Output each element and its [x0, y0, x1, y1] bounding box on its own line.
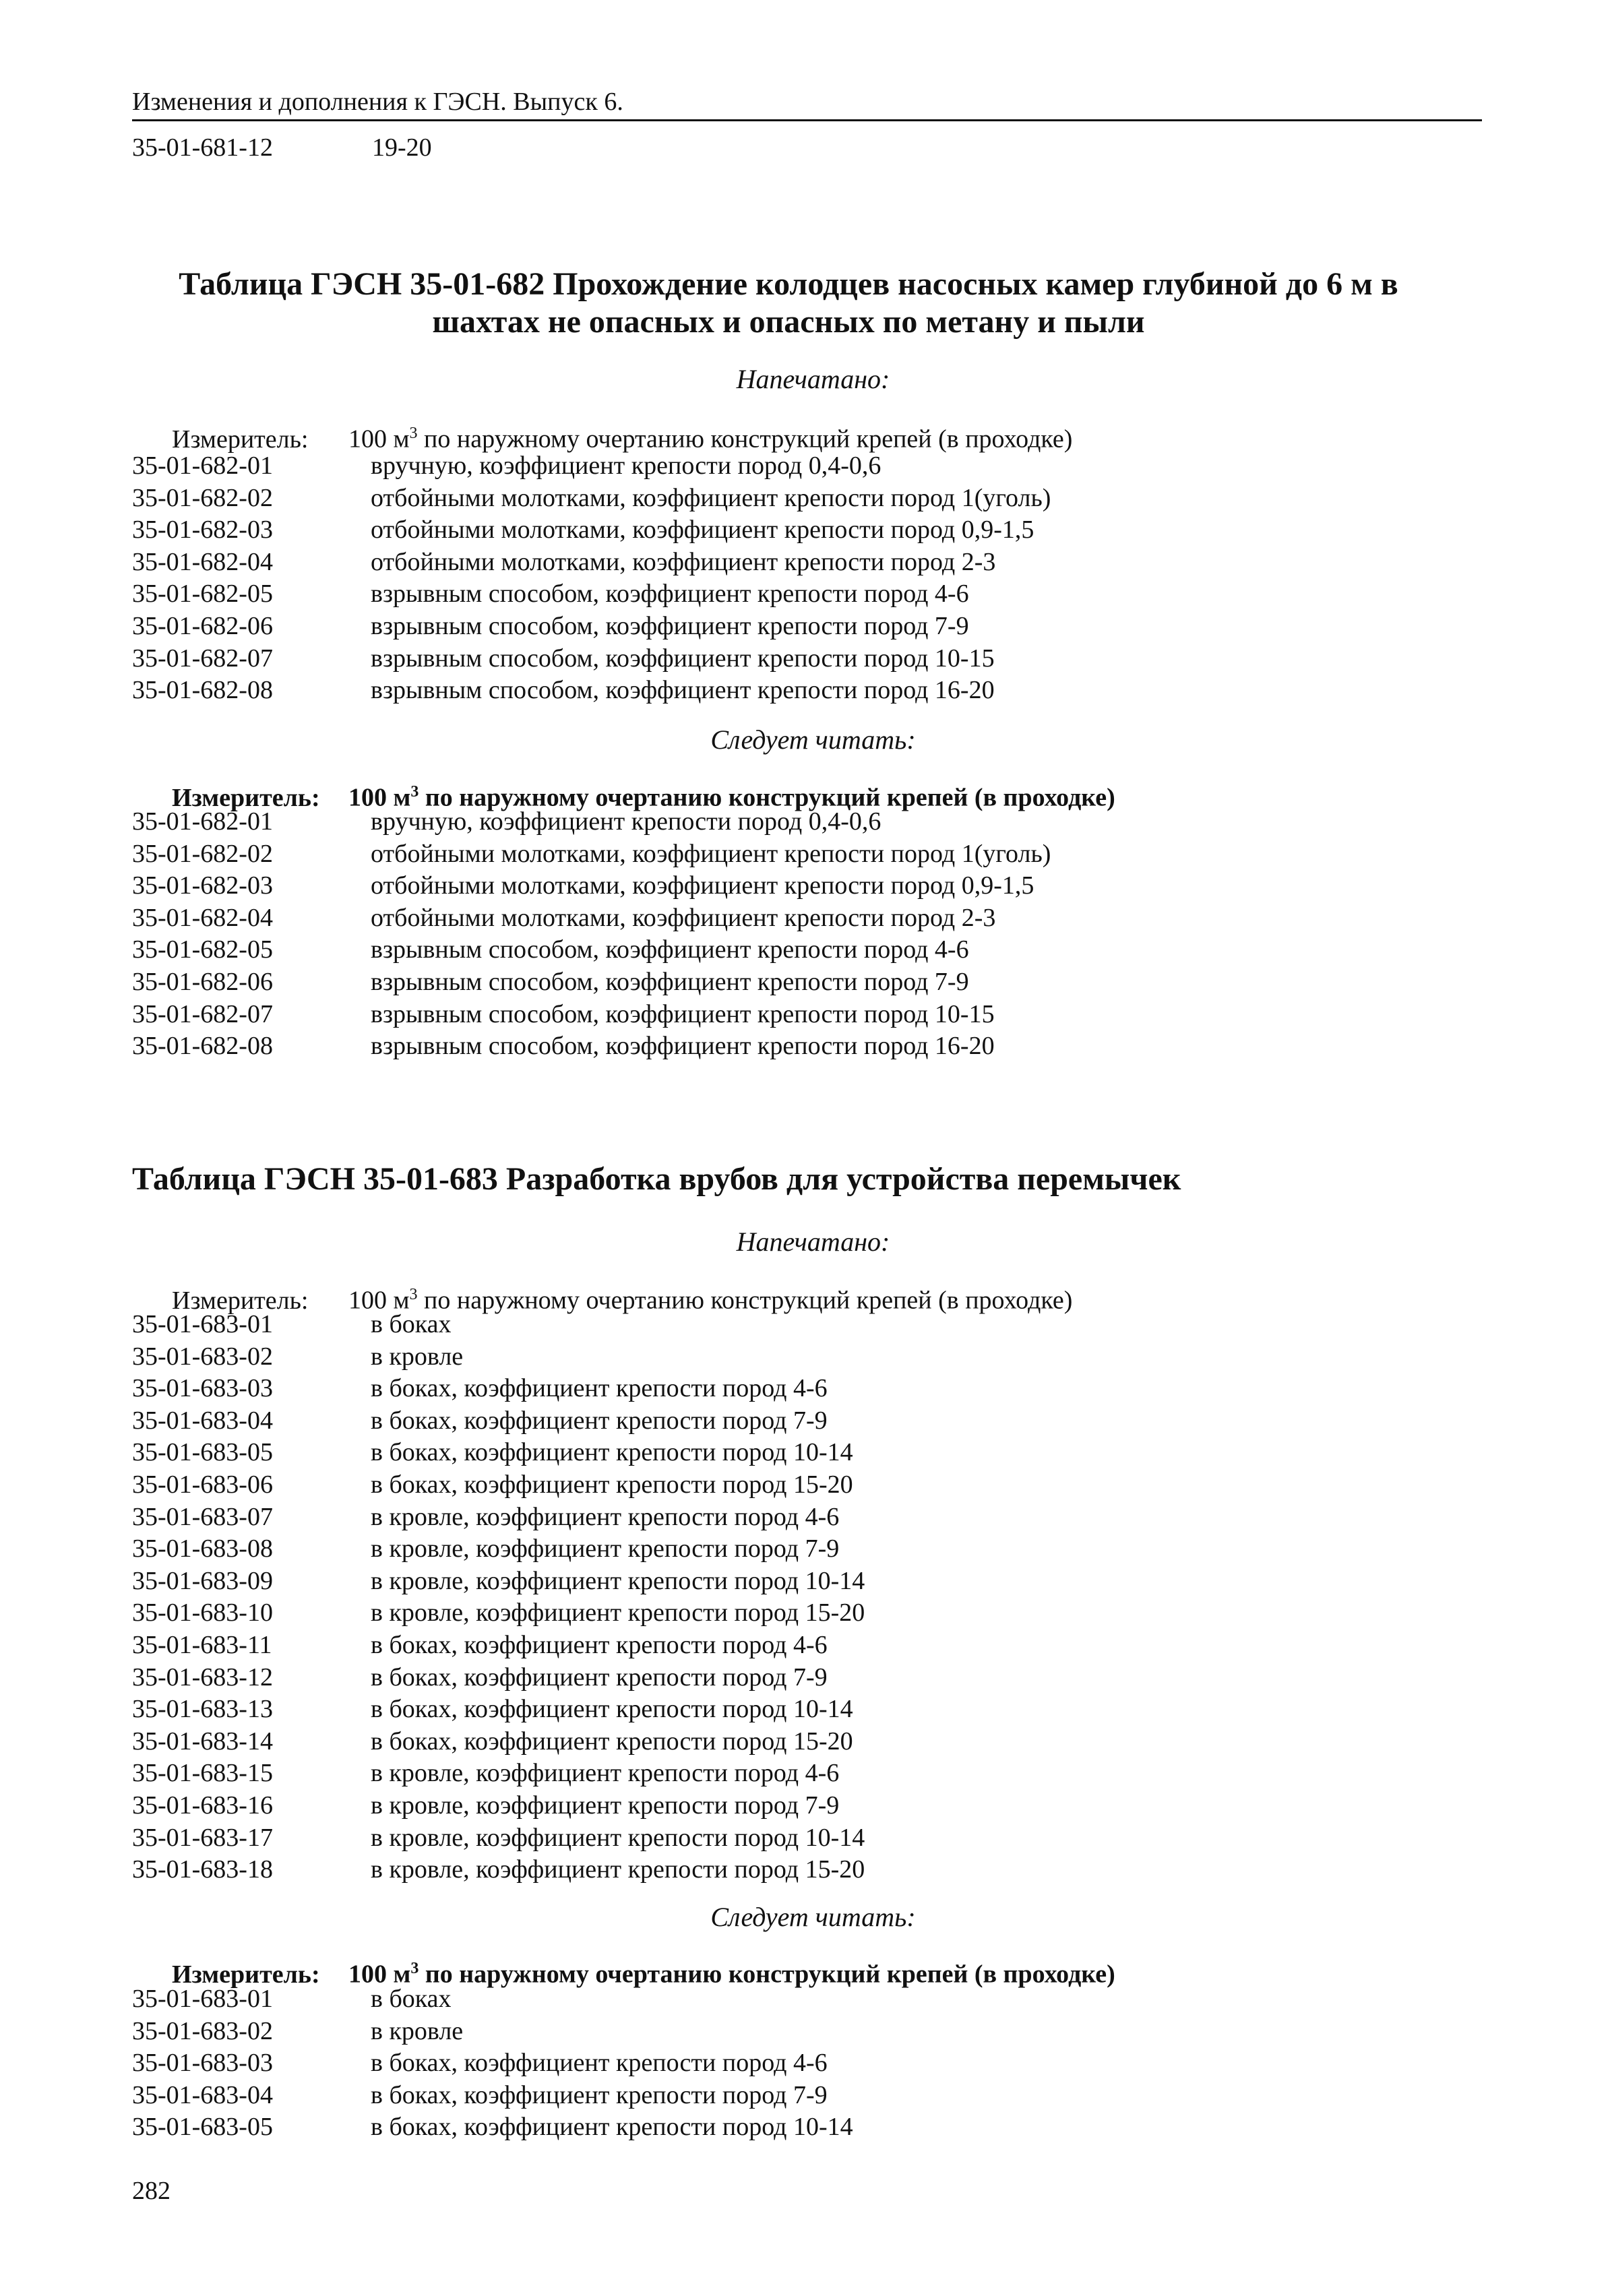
measure-unit-exponent: 3 — [409, 1286, 418, 1303]
row-description: вручную, коэффициент крепости пород 0,4-0,6 — [371, 807, 881, 836]
row-code: 35-01-683-11 — [132, 1630, 272, 1659]
table-row — [132, 1309, 865, 1341]
row-description: в боках, коэффициент крепости пород 7-9 — [371, 1406, 828, 1435]
row-description: в кровле, коэффициент крепости пород 15-20 — [371, 1855, 865, 1884]
table-682-printed-rows — [132, 450, 1051, 707]
table-row — [132, 483, 1051, 515]
table-682-corrected-rows — [132, 806, 1051, 1063]
row-description: в кровле, коэффициент крепости пород 7-9 — [371, 1791, 840, 1820]
table-row — [132, 514, 1051, 547]
measure-label: Измеритель: — [172, 783, 320, 812]
running-header-pages: 19-20 — [372, 133, 432, 162]
row-description: в боках, коэффициент крепости пород 10-14 — [371, 1438, 853, 1467]
table-row — [132, 1373, 865, 1405]
table-row — [132, 675, 1051, 707]
row-code: 35-01-683-02 — [132, 2016, 273, 2045]
row-code: 35-01-683-07 — [132, 1502, 273, 1531]
row-code: 35-01-683-17 — [132, 1823, 273, 1852]
row-description: отбойными молотками, коэффициент крепости пород 1(уголь) — [371, 483, 1051, 512]
row-code: 35-01-683-12 — [132, 1663, 273, 1692]
table-row — [132, 806, 1051, 838]
header-divider — [132, 119, 1482, 121]
table-row — [132, 2080, 853, 2112]
row-code: 35-01-682-05 — [132, 935, 273, 964]
table-row — [132, 2111, 853, 2144]
row-code: 35-01-682-03 — [132, 871, 273, 900]
row-description: отбойными молотками, коэффициент крепости пород 2-3 — [371, 547, 996, 576]
table-682-printed-measure — [172, 418, 1072, 455]
table-682-title-line1: Таблица ГЭСН 35-01-682 Прохождение колодцев насосных камер глубиной до 6 м в — [179, 266, 1398, 302]
row-code: 35-01-683-09 — [132, 1566, 273, 1595]
measure-unit-exponent: 3 — [410, 783, 419, 801]
row-description: в боках, коэффициент крепости пород 15-20 — [371, 1727, 853, 1756]
table-row — [132, 1822, 865, 1855]
row-code: 35-01-683-03 — [132, 2049, 273, 2078]
row-description: в кровле, коэффициент крепости пород 4-6 — [371, 1502, 840, 1531]
row-description: отбойными молотками, коэффициент крепости пород 2-3 — [371, 903, 996, 932]
row-code: 35-01-682-01 — [132, 807, 273, 836]
row-description: в кровле, коэффициент крепости пород 7-9 — [371, 1534, 840, 1563]
table-row — [132, 1533, 865, 1565]
table-row — [132, 1030, 1051, 1063]
row-description: в боках, коэффициент крепости пород 10-14 — [371, 2113, 853, 2142]
row-code: 35-01-682-04 — [132, 903, 273, 932]
row-code: 35-01-682-04 — [132, 547, 273, 576]
table-row — [132, 1854, 865, 1886]
table-row — [132, 999, 1051, 1031]
row-code: 35-01-682-03 — [132, 516, 273, 545]
table-row — [132, 1597, 865, 1630]
table-682-printed-label: Напечатано: — [736, 364, 890, 394]
measure-description: по наружному очертанию конструкций крепей (в проходке) — [419, 783, 1115, 812]
table-683-corrected-label: Следует читать: — [710, 1902, 916, 1932]
table-row — [132, 1437, 865, 1469]
table-row — [132, 1405, 865, 1437]
measure-label: Измеритель: — [172, 1960, 320, 1989]
row-code: 35-01-683-04 — [132, 2080, 273, 2109]
row-description: в боках, коэффициент крепости пород 4-6 — [371, 1630, 828, 1659]
table-683-printed-rows — [132, 1309, 865, 1886]
row-code: 35-01-683-16 — [132, 1791, 273, 1820]
row-description: взрывным способом, коэффициент крепости пород 7-9 — [371, 611, 969, 640]
measure-unit: 100 м — [348, 783, 411, 812]
table-683-corrected-rows — [132, 1983, 853, 2144]
running-header-code: 35-01-681-12 — [132, 133, 273, 162]
table-row — [132, 1341, 865, 1373]
measure-unit-exponent: 3 — [410, 1960, 419, 1977]
row-description: в кровле — [371, 2016, 464, 2045]
table-row — [132, 1694, 865, 1726]
row-code: 35-01-682-01 — [132, 452, 273, 480]
row-code: 35-01-683-14 — [132, 1727, 273, 1756]
row-description: в боках — [371, 1985, 452, 2013]
table-682-title-line2: шахтах не опасных и опасных по метану и пыли — [432, 304, 1145, 340]
row-code: 35-01-683-02 — [132, 1342, 273, 1371]
table-row — [132, 1983, 853, 2016]
row-description: в кровле, коэффициент крепости пород 10-14 — [371, 1823, 865, 1852]
row-description: отбойными молотками, коэффициент крепости пород 0,9-1,5 — [371, 871, 1034, 900]
table-row — [132, 1469, 865, 1501]
row-code: 35-01-683-03 — [132, 1374, 273, 1403]
table-row — [132, 1758, 865, 1790]
row-code: 35-01-683-01 — [132, 1310, 273, 1338]
row-description: отбойными молотками, коэффициент крепости пород 1(уголь) — [371, 839, 1051, 868]
table-row — [132, 934, 1051, 966]
row-description: в кровле — [371, 1342, 464, 1371]
row-description: взрывным способом, коэффициент крепости пород 10-15 — [371, 999, 995, 1028]
row-description: взрывным способом, коэффициент крепости пород 4-6 — [371, 580, 969, 609]
page-number: 282 — [132, 2177, 171, 2205]
table-row — [132, 611, 1051, 643]
table-683-printed-label: Напечатано: — [736, 1227, 890, 1257]
table-row — [132, 1662, 865, 1694]
row-code: 35-01-683-05 — [132, 2113, 273, 2142]
row-description: в боках — [371, 1310, 452, 1338]
row-description: взрывным способом, коэффициент крепости пород 7-9 — [371, 967, 969, 996]
row-code: 35-01-682-06 — [132, 611, 273, 640]
table-row — [132, 870, 1051, 902]
measure-unit: 100 м — [348, 1286, 410, 1315]
row-code: 35-01-683-04 — [132, 1406, 273, 1435]
table-682-corrected-label: Следует читать: — [710, 724, 916, 755]
row-description: в боках, коэффициент крепости пород 7-9 — [371, 2080, 828, 2109]
row-description: взрывным способом, коэффициент крепости пород 16-20 — [371, 676, 995, 705]
measure-unit: 100 м — [348, 1960, 411, 1989]
table-row — [132, 1501, 865, 1534]
row-code: 35-01-683-06 — [132, 1470, 273, 1499]
row-description: в боках, коэффициент крепости пород 15-20 — [371, 1470, 853, 1499]
table-row — [132, 966, 1051, 999]
row-description: взрывным способом, коэффициент крепости пород 10-15 — [371, 644, 995, 673]
row-code: 35-01-682-06 — [132, 967, 273, 996]
row-description: отбойными молотками, коэффициент крепости пород 0,9-1,5 — [371, 516, 1034, 545]
table-row — [132, 2016, 853, 2048]
row-description: в боках, коэффициент крепости пород 10-14 — [371, 1695, 853, 1724]
table-row — [132, 1790, 865, 1822]
table-row — [132, 450, 1051, 483]
row-code: 35-01-682-07 — [132, 999, 273, 1028]
table-row — [132, 838, 1051, 871]
row-code: 35-01-683-15 — [132, 1759, 273, 1788]
table-row — [132, 643, 1051, 675]
measure-unit-exponent: 3 — [409, 425, 418, 442]
table-row — [132, 1565, 865, 1598]
row-description: взрывным способом, коэффициент крепости пород 16-20 — [371, 1032, 995, 1061]
row-description: в боках, коэффициент крепости пород 4-6 — [371, 1374, 828, 1403]
row-code: 35-01-682-02 — [132, 839, 273, 868]
row-description: в боках, коэффициент крепости пород 4-6 — [371, 2049, 828, 2078]
row-description: вручную, коэффициент крепости пород 0,4-0,6 — [371, 452, 881, 480]
row-code: 35-01-682-02 — [132, 483, 273, 512]
row-code: 35-01-683-05 — [132, 1438, 273, 1467]
measure-unit: 100 м — [348, 425, 410, 454]
row-description: взрывным способом, коэффициент крепости пород 4-6 — [371, 935, 969, 964]
measure-description: по наружному очертанию конструкций крепей (в проходке) — [419, 1960, 1115, 1989]
measure-description: по наружному очертанию конструкций крепей (в проходке) — [417, 1286, 1073, 1315]
table-683-title: Таблица ГЭСН 35-01-683 Разработка врубов для устройства перемычек — [132, 1161, 1181, 1197]
row-description: в боках, коэффициент крепости пород 7-9 — [371, 1663, 828, 1692]
table-row — [132, 1726, 865, 1758]
row-code: 35-01-683-13 — [132, 1695, 273, 1724]
row-code: 35-01-682-05 — [132, 580, 273, 609]
row-description: в кровле, коэффициент крепости пород 4-6 — [371, 1759, 840, 1788]
table-row — [132, 902, 1051, 935]
row-code: 35-01-683-10 — [132, 1599, 273, 1627]
measure-label: Измеритель: — [172, 425, 309, 454]
row-code: 35-01-682-08 — [132, 676, 273, 705]
table-row — [132, 2047, 853, 2080]
running-header-title: Изменения и дополнения к ГЭСН. Выпуск 6. — [132, 88, 623, 116]
table-row — [132, 547, 1051, 579]
row-code: 35-01-683-18 — [132, 1855, 273, 1884]
row-code: 35-01-682-08 — [132, 1032, 273, 1061]
row-code: 35-01-683-01 — [132, 1985, 273, 2013]
row-code: 35-01-682-07 — [132, 644, 273, 673]
table-row — [132, 578, 1051, 611]
row-description: в кровле, коэффициент крепости пород 15-20 — [371, 1599, 865, 1627]
table-row — [132, 1630, 865, 1662]
table-682-title — [132, 266, 1445, 341]
measure-description: по наружному очертанию конструкций крепей (в проходке) — [417, 425, 1073, 454]
row-description: в кровле, коэффициент крепости пород 10-14 — [371, 1566, 865, 1595]
row-code: 35-01-683-08 — [132, 1534, 273, 1563]
measure-label: Измеритель: — [172, 1286, 309, 1315]
